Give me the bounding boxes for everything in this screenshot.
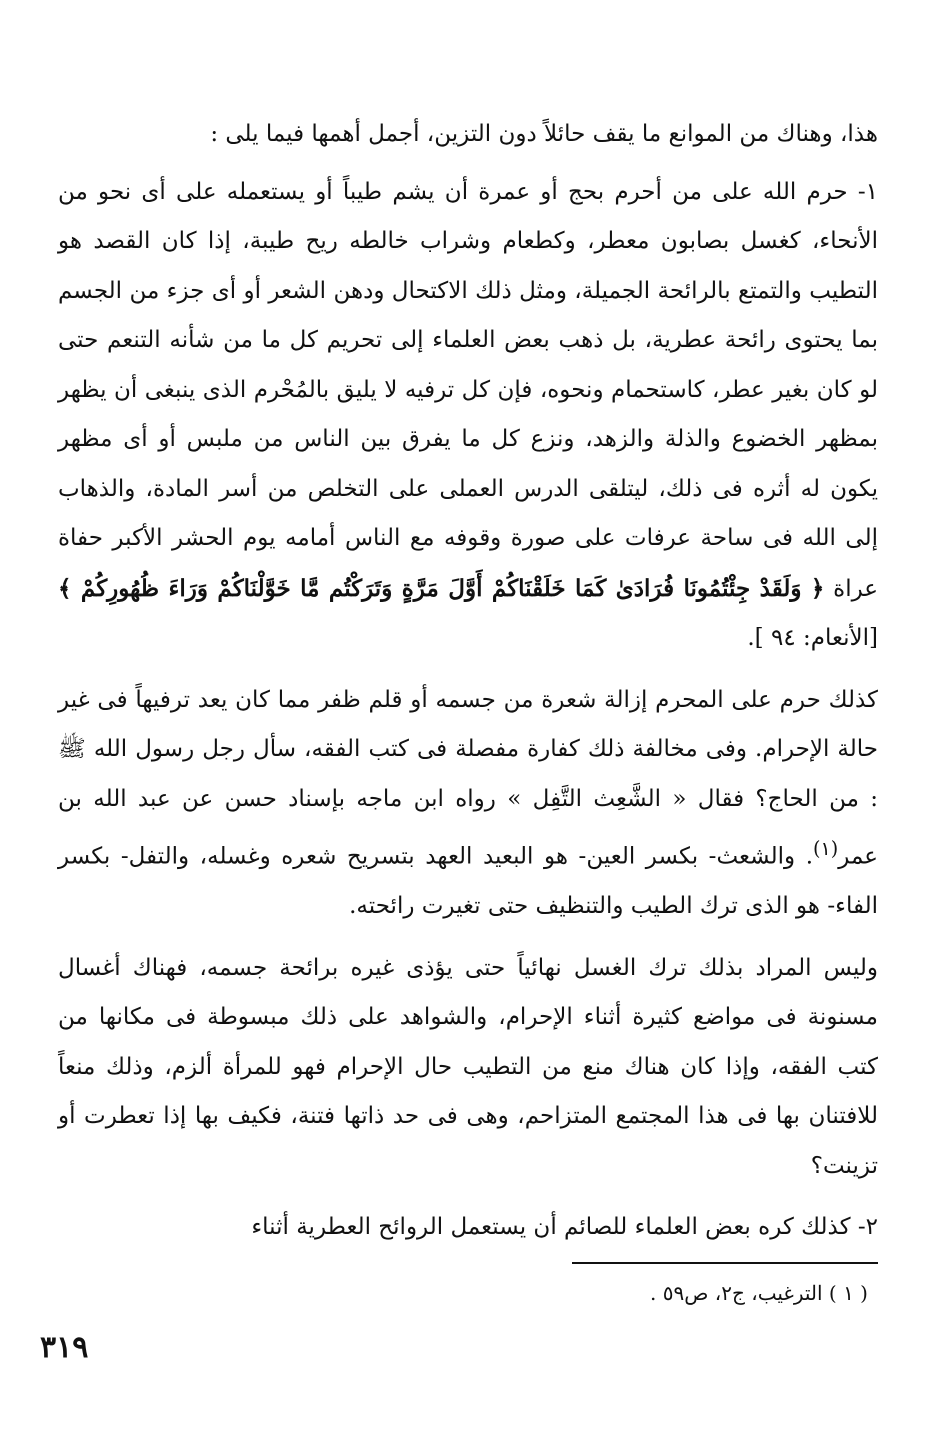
footnote-marker: (١)	[813, 837, 839, 860]
point-two-paragraph: ٢- كذلك كره بعض العلماء للصائم أن يستعمل الروائح العطرية أثناء	[251, 1214, 878, 1241]
bathing-paragraph: وليس المراد بذلك ترك الغسل نهائياً حتى يؤذى غيره برائحة جسمه، فهناك أغسال مسنونة فى مواضع كثيرة أثناء الإحرام، والشواهد على ذلك مبسوطة فى مكانها من كتب الفقه، وإذا كان هناك منع من التطيب حال الإحرام فهو للمرأة ألزم، وذلك منعاً للافتنان بها فى هذا المجتمع المتزاحم، وهى فى حد ذاتها فتنة، فكيف بها إذا تعطرت أو تزينت؟	[58, 954, 878, 1179]
verse-reference: [الأنعام: ٩٤ ].	[747, 625, 878, 651]
footnote-divider	[572, 1262, 878, 1264]
hair-nails-text: كذلك حرم على المحرم إزالة شعرة من جسمه أو قلم ظفر مما كان يعد ترفيهاً فى غير حالة الإحرام. وفى مخالفة ذلك كفارة مفصلة فى كتب الفقه، سأل رجل رسول الله ﷺ : من الحاج؟ فقال « الشَّعِث التَّفِل » رواه ابن ماجه بإسناد حسن عن عبد الله بن عمر	[58, 686, 878, 870]
intro-paragraph: هذا، وهناك من الموانع ما يقف حائلاً دون التزين، أجمل أهمها فيما يلى :	[210, 121, 878, 147]
hair-nails-continuation: . والشعث- بكسر العين- هو البعيد العهد بتسريح شعره وغسله، والتفل- بكسر الفاء- هو الذى ترك الطيب والتنظيف حتى تغيرت رائحته.	[58, 843, 878, 920]
footnote: ( ١ ) الترغيب، ج٢، ص٥٩ .	[650, 1281, 868, 1305]
main-text	[58, 110, 878, 1261]
point-one-paragraph	[58, 168, 878, 664]
page-number: ٣١٩	[40, 1330, 89, 1365]
point-one-text: ١- حرم الله على من أحرم بحج أو عمرة أن يشم طيباً أو يستعمله على أى نحو من الأنحاء، كغسل بصابون معطر، وكطعام وشراب خالطه ريح طيبة، إذا كان القصد هو التطيب والتمتع بالرائحة الجميلة، ومثل ذلك الاكتحال ودهن الشعر أو أى جزء من الجسم بما يحتوى رائحة عطرية، بل ذهب بعض العلماء إلى تحريم كل ما من شأنه التنعم حتى لو كان بغير عطر، كاستحمام ونحوه، فإن كل ترفيه لا يليق بالمُحْرم الذى ينبغى أن يظهر بمظهر الخضوع والذلة والزهد، ونزع كل ما يفرق بين الناس من ملبس أو أى مظهر يكون له أثره فى ذلك، ليتلقى الدرس العملى على التخلص من أسر المادة، والذهاب إلى الله فى ساحة عرفات على صورة وقوفه مع الناس أمامه يوم الحشر الأكبر حفاة عراة	[58, 178, 878, 602]
quran-verse: ﴿ وَلَقَدْ جِئْتُمُونَا فُرَادَىٰ كَمَا خَلَقْنَاكُمْ أَوَّلَ مَرَّةٍ وَتَرَكْتُم مَّا خَوَّلْنَاكُمْ وَرَاءَ ظُهُورِكُمْ ﴾	[58, 574, 825, 602]
hair-nails-paragraph	[58, 676, 878, 932]
